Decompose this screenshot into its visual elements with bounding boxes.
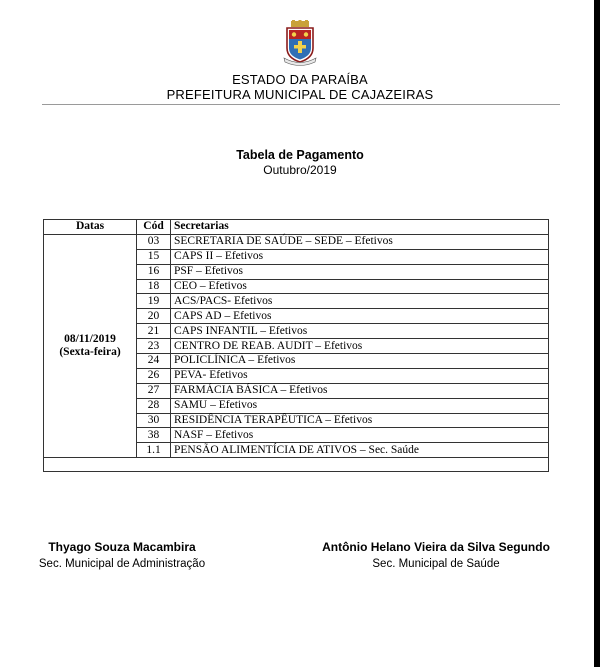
row-cod: 26 <box>137 368 171 383</box>
table-row <box>44 234 549 249</box>
row-cod: 15 <box>137 249 171 264</box>
column-header-datas: Datas <box>44 220 137 235</box>
row-secretaria: PENSÃO ALIMENTÍCIA DE ATIVOS – Sec. Saúde <box>171 443 549 458</box>
row-cod: 24 <box>137 354 171 369</box>
municipality-name: PREFEITURA MUNICIPAL DE CAJAZEIRAS <box>166 87 434 102</box>
row-secretaria: PEVA- Efetivos <box>171 368 549 383</box>
row-cod: 1.1 <box>137 443 171 458</box>
row-cod: 03 <box>137 234 171 249</box>
table-empty-row <box>44 458 549 472</box>
signature-administration <box>0 540 252 570</box>
row-secretaria: CEO – Efetivos <box>171 279 549 294</box>
row-secretaria: SAMU – Efetivos <box>171 398 549 413</box>
state-name: ESTADO DA PARAÍBA <box>232 72 368 87</box>
table-header-row <box>44 220 549 235</box>
row-cod: 16 <box>137 264 171 279</box>
scan-edge <box>594 0 600 667</box>
row-secretaria: FARMÁCIA BÁSICA – Efetivos <box>171 383 549 398</box>
row-secretaria: PSF – Efetivos <box>171 264 549 279</box>
signature-health <box>306 540 566 570</box>
row-cod: 20 <box>137 309 171 324</box>
row-secretaria: CENTRO DE REAB. AUDIT – Efetivos <box>171 339 549 354</box>
row-cod: 19 <box>137 294 171 309</box>
row-cod: 28 <box>137 398 171 413</box>
row-secretaria: CAPS II – Efetivos <box>171 249 549 264</box>
row-secretaria: NASF – Efetivos <box>171 428 549 443</box>
row-cod: 23 <box>137 339 171 354</box>
row-cod: 27 <box>137 383 171 398</box>
signer-name: Thyago Souza Macambira <box>48 540 196 554</box>
signer-name: Antônio Helano Vieira da Silva Segundo <box>322 540 550 554</box>
row-secretaria: RESIDÊNCIA TERAPÊUTICA – Efetivos <box>171 413 549 428</box>
payment-table <box>43 219 549 472</box>
row-secretaria: POLICLÍNICA – Efetivos <box>171 354 549 369</box>
document-subtitle: Outubro/2019 <box>263 163 337 177</box>
row-cod: 18 <box>137 279 171 294</box>
row-secretaria: CAPS INFANTIL – Efetivos <box>171 324 549 339</box>
payment-weekday: (Sexta-feira) <box>59 346 121 359</box>
signer-role: Sec. Municipal de Administração <box>38 558 206 570</box>
row-cod: 30 <box>137 413 171 428</box>
coat-of-arms-icon <box>281 20 319 66</box>
row-secretaria: SECRETARIA DE SAÚDE – SEDE – Efetivos <box>171 234 549 249</box>
row-secretaria: CAPS AD – Efetivos <box>171 309 549 324</box>
row-cod: 38 <box>137 428 171 443</box>
payment-date: 08/11/2019 <box>64 333 116 346</box>
document-title: Tabela de Pagamento <box>236 148 364 162</box>
signer-role: Sec. Municipal de Saúde <box>372 558 500 570</box>
row-secretaria: ACS/PACS- Efetivos <box>171 294 549 309</box>
column-header-secretarias: Secretarias <box>171 220 549 235</box>
payment-date-cell <box>44 234 137 457</box>
column-header-cod: Cód <box>137 220 171 235</box>
header-divider <box>42 104 560 105</box>
row-cod: 21 <box>137 324 171 339</box>
